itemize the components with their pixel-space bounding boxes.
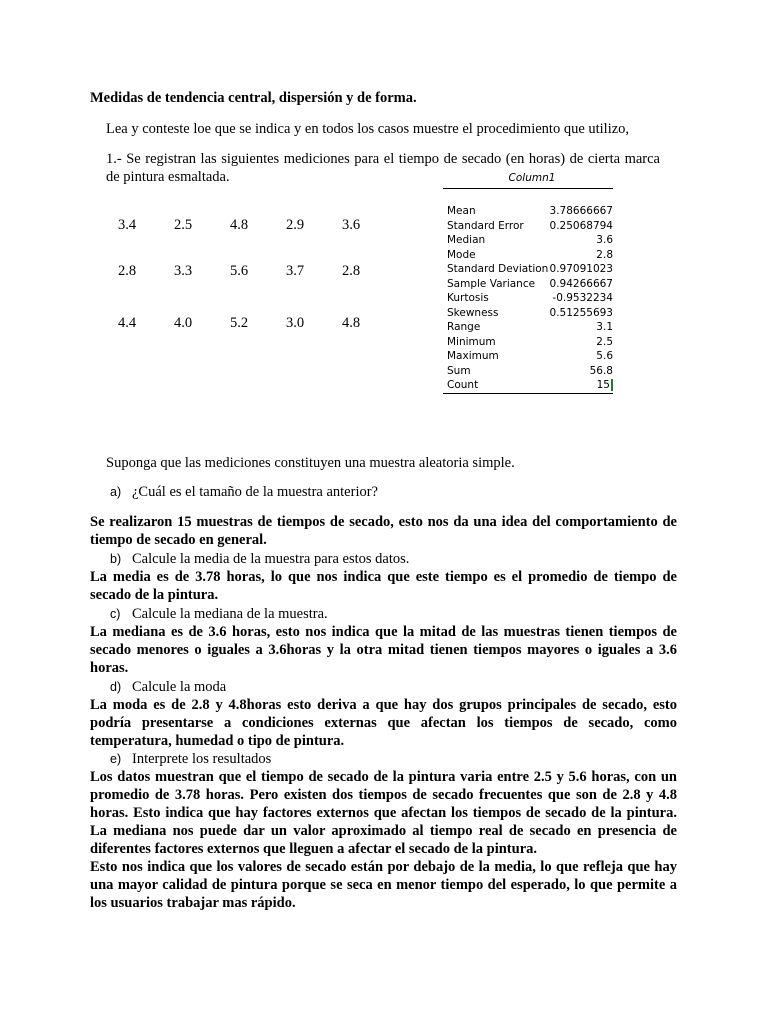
- answer-d: La moda es de 2.8 y 4.8horas esto deriva a que hay dos grupos principales de secado, esto podría presentarse a condiciones externas que afectan los tiempos de secado, como temperatura, humedad o tipo de pintura.: [90, 697, 677, 749]
- item-c: [110, 606, 328, 623]
- data-row: [118, 217, 398, 234]
- stats-label: Maximum: [447, 350, 499, 362]
- data-cell: 4.8: [342, 315, 361, 331]
- stats-row: [443, 320, 613, 335]
- data-cell: 2.9: [286, 217, 305, 233]
- intro-text: Lea y conteste loe que se indica y en todos los casos muestre el procedimiento que utilizo,: [106, 121, 630, 137]
- stats-label: Standard Deviation: [447, 263, 549, 275]
- stats-value: [530, 378, 613, 393]
- stats-value: -0.9532234: [552, 292, 613, 304]
- stats-value: 0.94266667: [549, 277, 613, 290]
- data-cell: 3.3: [174, 263, 193, 279]
- item-text: Calcule la media de la muestra para estos datos.: [132, 551, 410, 567]
- item-letter: b): [110, 552, 122, 566]
- cell-cursor: [611, 379, 613, 391]
- item-d: [110, 679, 226, 696]
- data-cell: 2.8: [342, 263, 361, 279]
- stats-label: Mode: [447, 248, 476, 261]
- stats-row: [443, 291, 613, 306]
- stats-label: Count: [447, 379, 479, 391]
- stats-value: 5.6: [596, 350, 613, 362]
- data-cell: 2.5: [174, 217, 193, 233]
- stats-row: [443, 335, 613, 350]
- stats-label: Mean: [447, 205, 476, 217]
- stats-row: [443, 306, 613, 321]
- item-letter: a): [110, 485, 122, 499]
- data-cell: 4.0: [174, 315, 193, 331]
- item-text: Calcule la mediana de la muestra.: [132, 606, 328, 622]
- stats-row: [443, 248, 613, 263]
- stats-value: 0.25068794: [549, 219, 613, 232]
- stats-row: [443, 262, 613, 277]
- stats-label: Standard Error: [447, 219, 524, 232]
- item-b: [110, 551, 409, 568]
- stats-value: 2.5: [596, 335, 613, 348]
- data-cell: 2.8: [118, 263, 137, 279]
- stats-value: 56.8: [589, 364, 613, 377]
- data-cell: 3.6: [342, 217, 361, 233]
- stats-row: [443, 378, 613, 393]
- stats-row: [443, 364, 613, 379]
- item-text: Calcule la moda: [132, 679, 227, 695]
- stats-row: [443, 349, 613, 364]
- data-cell: 3.7: [286, 263, 305, 279]
- answer-c: La mediana es de 3.6 horas, esto nos indica que la mitad de las muestras tienen tiempos de secado menores o iguales a 3.6horas y la otra mitad tienen tiempos mayores o iguales a 3.6 horas.: [90, 624, 677, 676]
- data-cell: 4.8: [230, 217, 249, 233]
- stats-row: [443, 204, 613, 219]
- stats-label: Sample Variance: [447, 277, 536, 290]
- suponga-text: Suponga que las mediciones constituyen una muestra aleatoria simple.: [106, 455, 515, 471]
- answer-a: Se realizaron 15 muestras de tiempos de secado, esto nos da una idea del comportamiento de tiempo de secado en general.: [90, 514, 677, 548]
- data-cell: 4.4: [118, 315, 137, 331]
- stats-label: Median: [447, 234, 486, 246]
- item-e: [110, 751, 271, 768]
- stats-label: Sum: [447, 364, 471, 377]
- item-letter: c): [110, 607, 121, 621]
- data-cell: 3.4: [118, 217, 137, 233]
- stats-label: Skewness: [447, 306, 499, 319]
- item-letter: e): [110, 752, 122, 766]
- stats-value: 0.97091023: [549, 263, 613, 275]
- item-letter: d): [110, 680, 122, 694]
- stats-value: 2.8: [596, 248, 613, 261]
- count-value: 15: [596, 379, 610, 391]
- stats-label: Kurtosis: [447, 292, 489, 304]
- statistics-table: [443, 172, 613, 394]
- answer-e-2: Esto nos indica que los valores de secado están por debajo de la media, lo que refleja que hay una mayor calidad de pintura porque se seca en menor tiempo del esperado, lo que permite a los usuarios trabajar mas rápido.: [90, 859, 677, 911]
- data-cell: 3.0: [286, 315, 305, 331]
- question-1: 1.- Se registran las siguientes mediciones para el tiempo de secado (en horas) de cierta marca de pintura esmaltada.: [106, 151, 660, 185]
- stats-value: 3.1: [596, 321, 613, 333]
- stats-label: Minimum: [447, 335, 496, 348]
- item-text: Interprete los resultados: [132, 751, 272, 767]
- answer-e-1: Los datos muestran que el tiempo de secado de la pintura varia entre 2.5 y 5.6 horas, con un promedio de 3.78 horas. Pero existen dos tiempos de secado frecuentes que son de 2.8 y 4.8 horas. Esto indica que hay factores externos que afectan los tiempos de secado de la pintura. La mediana nos puede dar un valor aproximado al tiempo real de secado en presencia de diferentes factores externos que lleguen a afectar el secado de la pintura.: [90, 769, 677, 857]
- item-a: [110, 484, 378, 501]
- stats-header: Column1: [443, 172, 613, 189]
- stats-row: [443, 277, 613, 292]
- data-cell: 5.6: [230, 263, 249, 279]
- data-row: [118, 263, 398, 280]
- stats-value: 3.6: [596, 234, 613, 246]
- page-title: Medidas de tendencia central, dispersión y de forma.: [90, 90, 417, 106]
- stats-row: [443, 233, 613, 248]
- answer-b: La media es de 3.78 horas, lo que nos indica que este tiempo es el promedio de tiempo de secado de la pintura.: [90, 569, 677, 603]
- stats-value: 0.51255693: [549, 306, 613, 319]
- data-cell: 5.2: [230, 315, 249, 331]
- stats-value: 3.78666667: [549, 205, 613, 217]
- item-text: ¿Cuál es el tamaño de la muestra anterior?: [132, 484, 378, 500]
- stats-row: [443, 219, 613, 234]
- stats-label: Range: [447, 321, 481, 333]
- data-row: [118, 315, 398, 332]
